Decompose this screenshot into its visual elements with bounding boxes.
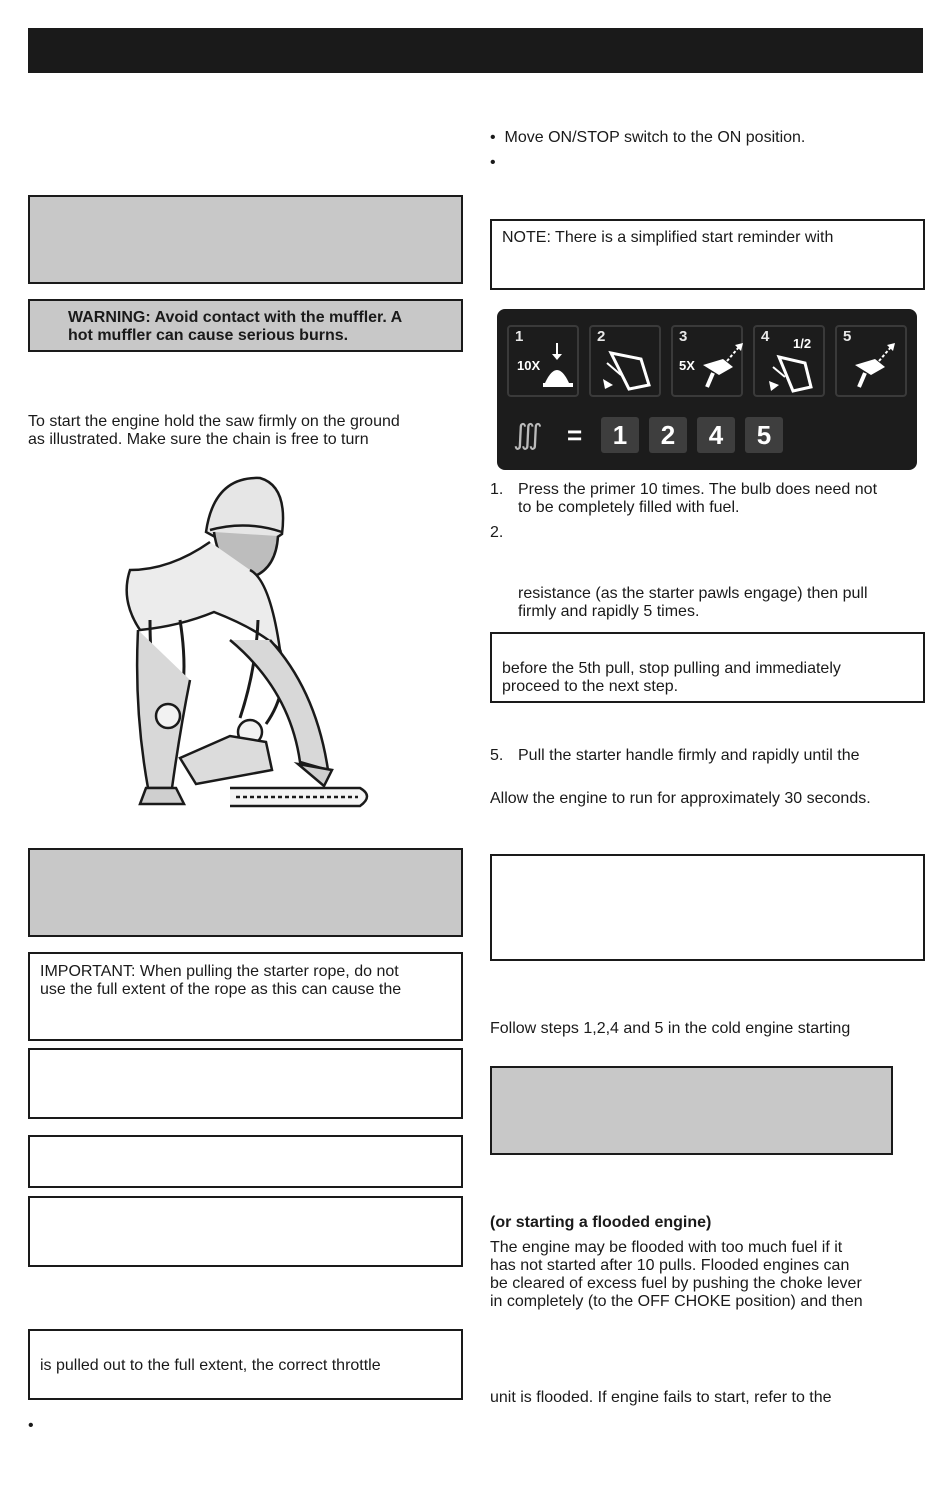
header-bar [28, 28, 923, 73]
choke-lever-icon [601, 345, 655, 393]
warm-step-2: 2 [649, 417, 687, 453]
important-line-2: use the full extent of the rope as this can cause the [40, 981, 402, 998]
step-5-number: 5. [490, 747, 504, 764]
step-tile-1: 1 10X [507, 325, 579, 397]
warning-box [28, 299, 463, 352]
start-instructions-line-1: To start the engine hold the saw firmly on the ground [28, 413, 400, 430]
step-tile-2: 2 [589, 325, 661, 397]
throttle-text: is pulled out to the full extent, the correct throttle [40, 1357, 381, 1374]
flooded-last-line: unit is flooded. If engine fails to start, refer to the [490, 1389, 832, 1406]
flooded-line-1: The engine may be flooded with too much fuel if it [490, 1239, 843, 1256]
follow-steps-text: Follow steps 1,2,4 and 5 in the cold engine starting [490, 1020, 851, 1037]
equals-sign: = [567, 420, 583, 450]
bullet-empty-left: • [28, 1417, 34, 1434]
flooded-heading: (or starting a flooded engine) [490, 1214, 712, 1231]
warm-step-5: 5 [745, 417, 783, 453]
bullet-on-switch: • Move ON/STOP switch to the ON position. [490, 129, 806, 146]
warm-engine-icon: ∭ [513, 419, 543, 450]
warm-step-1: 1 [601, 417, 639, 453]
pull-note-box [490, 632, 925, 703]
warning-line-1: WARNING: Avoid contact with the muffler. A [68, 309, 403, 326]
step-2-number: 2. [490, 524, 504, 541]
grey-box-left-1 [28, 195, 463, 284]
step-3-text-cont: firmly and rapidly 5 times. [518, 603, 700, 620]
empty-box-right-1 [490, 854, 925, 961]
empty-box-left-1 [28, 1048, 463, 1119]
flooded-line-4: in completely (to the OFF CHOKE position) and then [490, 1293, 863, 1310]
pull-note-line2: proceed to the next step. [502, 678, 679, 695]
step-3-text: resistance (as the starter pawls engage) then pull [518, 585, 868, 602]
important-line-1: IMPORTANT: When pulling the starter rope, do not [40, 963, 399, 980]
step-5-text: Pull the starter handle firmly and rapidly until the [518, 747, 860, 764]
grey-box-right [490, 1066, 893, 1155]
note-box [490, 219, 925, 290]
allow-run-text: Allow the engine to run for approximately 30 seconds. [490, 790, 871, 807]
flooded-line-3: be cleared of excess fuel by pushing the choke lever [490, 1275, 862, 1292]
warm-step-4: 4 [697, 417, 735, 453]
step-tile-3: 3 5X [671, 325, 743, 397]
step-1-text: Press the primer 10 times. The bulb does need not [518, 481, 878, 498]
step-1-number: 1. [490, 481, 504, 498]
important-box [28, 952, 463, 1041]
primer-bulb-icon [543, 341, 575, 391]
empty-box-left-3 [28, 1196, 463, 1267]
flooded-line-2: has not started after 10 pulls. Flooded engines can [490, 1257, 850, 1274]
pull-starter-icon [699, 341, 743, 393]
bullet-empty: • [490, 154, 496, 171]
warning-line-2: hot muffler can cause serious burns. [68, 327, 349, 344]
half-choke-icon [765, 353, 819, 395]
grey-box-left-2 [28, 848, 463, 937]
pull-note-line1: before the 5th pull, stop pulling and immediately [502, 660, 841, 677]
start-instructions-line-2: as illustrated. Make sure the chain is free to turn [28, 431, 369, 448]
step-tile-5: 5 [835, 325, 907, 397]
note-text: NOTE: There is a simplified start reminder with [502, 229, 834, 246]
start-reminder-panel [497, 309, 917, 470]
pull-starter-icon [849, 341, 899, 393]
step-tile-4: 4 1/2 [753, 325, 825, 397]
empty-box-left-2 [28, 1135, 463, 1188]
step-1-text-cont: to be completely filled with fuel. [518, 499, 740, 516]
throttle-box [28, 1329, 463, 1400]
operator-starting-saw-illustration [110, 470, 380, 820]
